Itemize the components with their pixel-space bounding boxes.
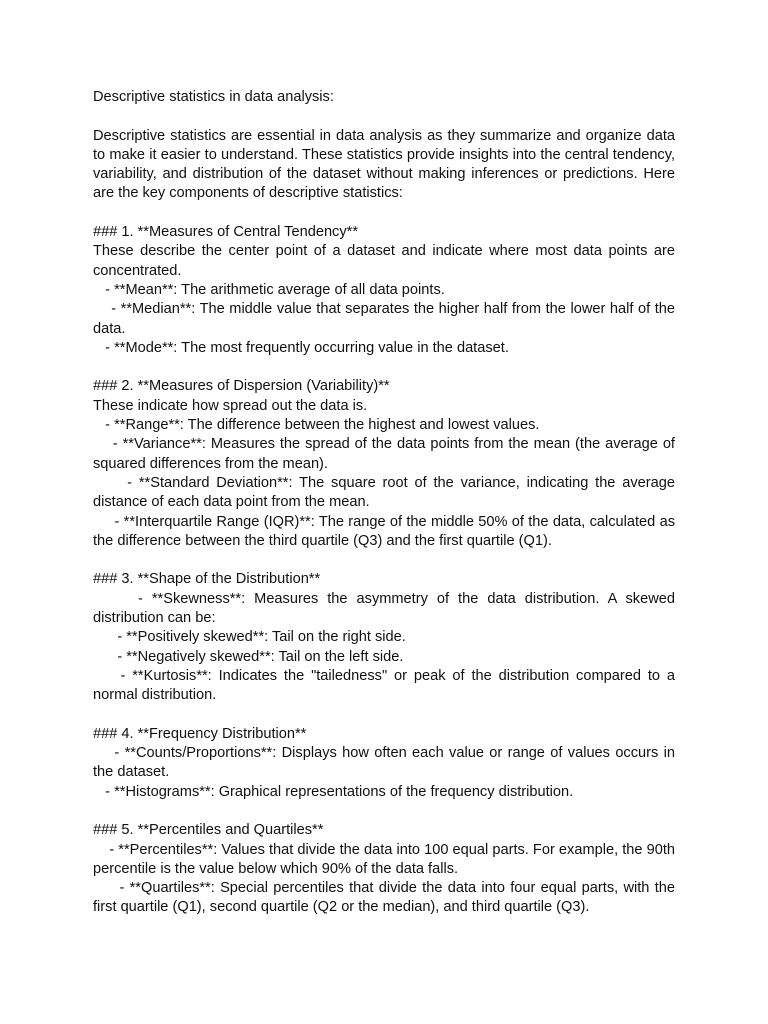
spacer — [93, 802, 675, 821]
list-item: - **Histograms**: Graphical representations of the frequency distribution. — [93, 783, 574, 800]
spacer — [93, 358, 675, 377]
spacer — [93, 204, 675, 223]
spacer — [93, 107, 675, 126]
list-item: - **Positively skewed**: Tail on the right side. — [93, 629, 406, 646]
list-item: - **Percentiles**: Values that divide the data into 100 equal parts. For example, the 90th percentile is the value below which 90% of the data falls. — [93, 841, 680, 877]
list-item: - **Standard Deviation**: The square root of the variance, indicating the average distance of each data point from the mean. — [93, 474, 680, 511]
list-item: - **Interquartile Range (IQR)**: The range of the middle 50% of the data, calculated as the difference between the third quartile (Q3) and the first quartile (Q1). — [93, 513, 680, 549]
list-item: - **Median**: The middle value that separates the higher half from the lower half of the data. — [93, 301, 680, 337]
document-title: Descriptive statistics in data analysis: — [93, 89, 334, 105]
section-central-tendency — [93, 223, 680, 358]
section-description: These indicate how spread out the data is. — [93, 397, 368, 414]
list-item: - **Variance**: Measures the spread of the data points from the mean (the average of squared differences from the mean). — [93, 436, 680, 472]
list-item: - **Mode**: The most frequently occurring value in the dataset. — [93, 339, 509, 356]
section-heading: ### 4. **Frequency Distribution** — [93, 725, 307, 742]
list-item: - **Counts/Proportions**: Displays how often each value or range of values occurs in the dataset. — [93, 745, 680, 781]
list-item: - **Mean**: The arithmetic average of all data points. — [93, 281, 445, 298]
section-heading: ### 3. **Shape of the Distribution** — [93, 571, 321, 588]
intro-paragraph: Descriptive statistics are essential in data analysis as they summarize and organize data to make it easier to understand. These statistics provide insights into the central tendency, variability, and distribution of the dataset without making inferences or predictions. Here are the key components of descriptive statistics: — [93, 127, 675, 202]
list-item: - **Quartiles**: Special percentiles that divide the data into four equal parts, with the first quartile (Q1), second quartile (Q2 or the median), and third quartile (Q3). — [93, 880, 680, 916]
section-description: These describe the center point of a dataset and indicate where most data points are concentrated. — [93, 243, 675, 279]
section-shape — [93, 570, 680, 705]
section-frequency — [93, 725, 680, 802]
list-item: - **Range**: The difference between the highest and lowest values. — [93, 417, 540, 434]
document-page — [93, 88, 680, 918]
section-heading: ### 2. **Measures of Dispersion (Variability)** — [93, 378, 390, 395]
section-percentiles — [93, 821, 680, 917]
section-heading: ### 5. **Percentiles and Quartiles** — [93, 822, 324, 839]
spacer — [93, 551, 675, 570]
section-heading: ### 1. **Measures of Central Tendency** — [93, 224, 359, 241]
section-dispersion — [93, 377, 680, 551]
list-item: - **Negatively skewed**: Tail on the left side. — [93, 648, 404, 665]
list-item: - **Skewness**: Measures the asymmetry of the data distribution. A skewed distribution can be: — [93, 590, 680, 627]
list-item: - **Kurtosis**: Indicates the "tailedness" or peak of the distribution compared to a normal distribution. — [93, 667, 680, 704]
spacer — [93, 706, 675, 725]
